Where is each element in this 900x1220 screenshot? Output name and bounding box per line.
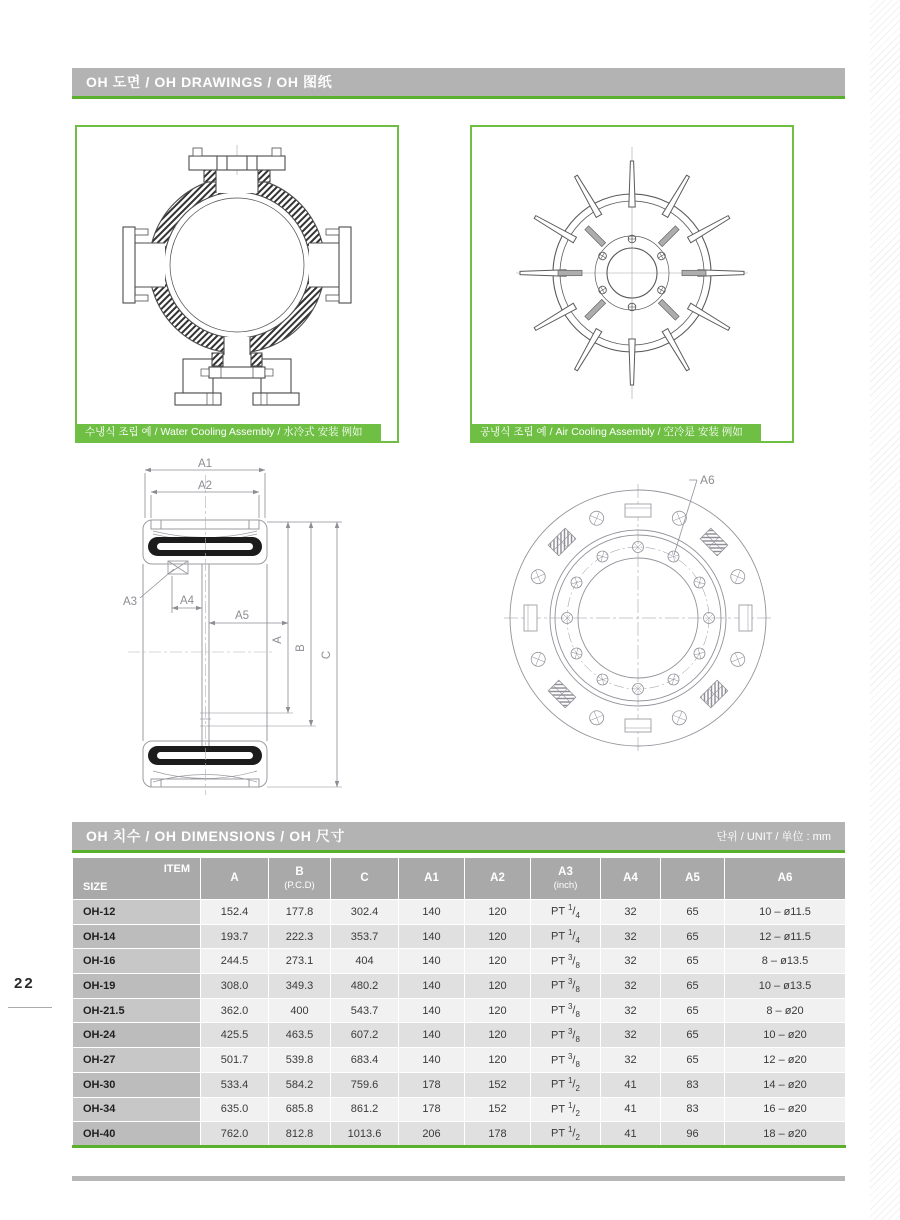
value-cell: 140 (399, 1023, 465, 1048)
value-cell: 480.2 (331, 974, 399, 999)
value-cell: 353.7 (331, 924, 399, 949)
value-cell: PT $^1/_4$ (531, 900, 601, 925)
value-cell: 607.2 (331, 1023, 399, 1048)
dimension-lines (140, 470, 342, 787)
dim-label-a6: A6 (700, 473, 715, 487)
dim-label-b: B (295, 644, 307, 652)
value-cell: 96 (661, 1122, 725, 1147)
value-cell: PT $^3/_8$ (531, 1023, 601, 1048)
page-number: 22 (14, 975, 35, 992)
size-cell: OH-12 (73, 900, 201, 925)
dim-label-a3: A3 (122, 596, 138, 608)
dim-label-a1: A1 (197, 458, 213, 470)
value-cell: 193.7 (201, 924, 269, 949)
table-row-oh-30 (73, 1072, 846, 1097)
value-cell: 10 – ø11.5 (725, 900, 846, 925)
table-row-oh-14 (73, 924, 846, 949)
value-cell: 140 (399, 998, 465, 1023)
value-cell: PT $^3/_8$ (531, 1048, 601, 1073)
size-cell: OH-14 (73, 924, 201, 949)
value-cell: PT $^1/_2$ (531, 1097, 601, 1122)
value-cell: 685.8 (269, 1097, 331, 1122)
value-cell: 349.3 (269, 974, 331, 999)
dim-label-a5: A5 (234, 610, 250, 622)
value-cell: 120 (465, 949, 531, 974)
value-cell: 425.5 (201, 1023, 269, 1048)
value-cell: 533.4 (201, 1072, 269, 1097)
table-row-oh-24 (73, 1023, 846, 1048)
unit-note: 단위 / UNIT / 单位 : mm (716, 831, 831, 843)
column-header-b: B (P.C.D) (269, 858, 331, 900)
column-header-c: C (331, 858, 399, 900)
value-cell: 120 (465, 900, 531, 925)
value-cell: 302.4 (331, 900, 399, 925)
value-cell: 759.6 (331, 1072, 399, 1097)
size-cell: OH-40 (73, 1122, 201, 1147)
value-cell: 10 – ø13.5 (725, 974, 846, 999)
value-cell: 83 (661, 1072, 725, 1097)
value-cell: 32 (601, 1048, 661, 1073)
size-cell: OH-21.5 (73, 998, 201, 1023)
value-cell: 404 (331, 949, 399, 974)
dimensions-section-title: OH 치수 / OH DIMENSIONS / OH 尺寸 (86, 828, 346, 844)
value-cell: 65 (661, 900, 725, 925)
flange-dimension-figure (500, 458, 780, 773)
side-dimension-figure (120, 455, 355, 800)
value-cell: 41 (601, 1122, 661, 1147)
value-cell: PT $^1/_2$ (531, 1122, 601, 1147)
dimension-labels (123, 458, 333, 659)
value-cell: 206 (399, 1122, 465, 1147)
air-cooling-drawing (472, 131, 792, 415)
value-cell: 120 (465, 924, 531, 949)
value-cell: 120 (465, 1048, 531, 1073)
value-cell: 1013.6 (331, 1122, 399, 1147)
value-cell: 140 (399, 974, 465, 999)
value-cell: 32 (601, 949, 661, 974)
size-cell: OH-30 (73, 1072, 201, 1097)
value-cell: 501.7 (201, 1048, 269, 1073)
value-cell: 140 (399, 924, 465, 949)
value-cell: 584.2 (269, 1072, 331, 1097)
flange-dimension-drawing (500, 458, 780, 773)
table-row-oh-12 (73, 900, 846, 925)
column-header-a5: A5 (661, 858, 725, 900)
dimensions-section-header (72, 822, 845, 853)
value-cell: 362.0 (201, 998, 269, 1023)
value-cell: 273.1 (269, 949, 331, 974)
drawings-section-header (72, 68, 845, 99)
value-cell: 152 (465, 1072, 531, 1097)
value-cell: 65 (661, 1048, 725, 1073)
value-cell: 83 (661, 1097, 725, 1122)
value-cell: 8 – ø13.5 (725, 949, 846, 974)
table-header-row (73, 858, 846, 900)
value-cell: 65 (661, 974, 725, 999)
table-row-oh-34 (73, 1097, 846, 1122)
column-header-a3: A3 (inch) (531, 858, 601, 900)
value-cell: 683.4 (331, 1048, 399, 1073)
water-cooling-drawing (77, 131, 397, 415)
table-row-oh-19 (73, 974, 846, 999)
dimensions-table (72, 857, 846, 1148)
value-cell: 12 – ø11.5 (725, 924, 846, 949)
value-cell: 65 (661, 924, 725, 949)
value-cell: PT $^3/_8$ (531, 998, 601, 1023)
size-cell: OH-16 (73, 949, 201, 974)
value-cell: 32 (601, 998, 661, 1023)
value-cell: 539.8 (269, 1048, 331, 1073)
value-cell: 65 (661, 949, 725, 974)
value-cell: 178 (465, 1122, 531, 1147)
value-cell: 178 (399, 1097, 465, 1122)
column-header-a4: A4 (601, 858, 661, 900)
value-cell: 177.8 (269, 900, 331, 925)
column-header-a2: A2 (465, 858, 531, 900)
value-cell: PT $^1/_2$ (531, 1072, 601, 1097)
value-cell: 178 (399, 1072, 465, 1097)
value-cell: 812.8 (269, 1122, 331, 1147)
value-cell: 120 (465, 1023, 531, 1048)
dim-label-a2: A2 (197, 480, 213, 492)
air-cooling-caption: 공냉식 조립 예 / Air Cooling Assembly / 空冷是 安装 例如 (472, 424, 761, 441)
value-cell: 308.0 (201, 974, 269, 999)
corner-item-label: ITEM (163, 863, 190, 875)
value-cell: 32 (601, 924, 661, 949)
dim-label-a: A (272, 636, 284, 644)
value-cell: 14 – ø20 (725, 1072, 846, 1097)
value-cell: 152.4 (201, 900, 269, 925)
value-cell: 140 (399, 900, 465, 925)
value-cell: 8 – ø20 (725, 998, 846, 1023)
drawings-section-title: OH 도면 / OH DRAWINGS / OH 图纸 (86, 74, 333, 90)
water-cooling-caption: 수냉식 조립 예 / Water Cooling Assembly / 水冷式 安装 例如 (77, 424, 381, 441)
air-cooling-figure (470, 125, 794, 443)
value-cell: 762.0 (201, 1122, 269, 1147)
value-cell: 120 (465, 974, 531, 999)
value-cell: PT $^3/_8$ (531, 974, 601, 999)
housing-ring (149, 177, 325, 353)
value-cell: 65 (661, 1023, 725, 1048)
side-dimension-drawing (120, 455, 355, 800)
value-cell: 41 (601, 1072, 661, 1097)
table-row-oh-27 (73, 1048, 846, 1073)
size-cell: OH-27 (73, 1048, 201, 1073)
value-cell: 222.3 (269, 924, 331, 949)
page-number-underline (8, 1007, 52, 1008)
value-cell: 543.7 (331, 998, 399, 1023)
corner-header-cell (73, 858, 201, 900)
value-cell: 32 (601, 1023, 661, 1048)
size-cell: OH-24 (73, 1023, 201, 1048)
value-cell: 120 (465, 998, 531, 1023)
value-cell: 12 – ø20 (725, 1048, 846, 1073)
table-row-oh-16 (73, 949, 846, 974)
value-cell: 152 (465, 1097, 531, 1122)
footer-bar (72, 1176, 845, 1181)
size-cell: OH-34 (73, 1097, 201, 1122)
column-header-a1: A1 (399, 858, 465, 900)
value-cell: 140 (399, 1048, 465, 1073)
value-cell: 10 – ø20 (725, 1023, 846, 1048)
size-cell: OH-19 (73, 974, 201, 999)
column-header-a: A (201, 858, 269, 900)
value-cell: 41 (601, 1097, 661, 1122)
value-cell: 16 – ø20 (725, 1097, 846, 1122)
page-edge-texture (870, 0, 900, 1220)
dim-label-a4: A4 (179, 595, 195, 607)
table-row-oh-40 (73, 1122, 846, 1147)
coupling-body (143, 520, 267, 787)
flange-circles (504, 484, 772, 754)
value-cell: 32 (601, 900, 661, 925)
value-cell: 140 (399, 949, 465, 974)
value-cell: 244.5 (201, 949, 269, 974)
value-cell: 861.2 (331, 1097, 399, 1122)
value-cell: 635.0 (201, 1097, 269, 1122)
value-cell: 400 (269, 998, 331, 1023)
dim-label-c: C (321, 650, 333, 660)
value-cell: PT $^3/_8$ (531, 949, 601, 974)
corner-size-label: SIZE (83, 880, 108, 893)
table-row-oh-21.5 (73, 998, 846, 1023)
value-cell: PT $^1/_4$ (531, 924, 601, 949)
column-header-a6: A6 (725, 858, 846, 900)
value-cell: 463.5 (269, 1023, 331, 1048)
value-cell: 65 (661, 998, 725, 1023)
water-cooling-figure (75, 125, 399, 443)
value-cell: 18 – ø20 (725, 1122, 846, 1147)
value-cell: 32 (601, 974, 661, 999)
